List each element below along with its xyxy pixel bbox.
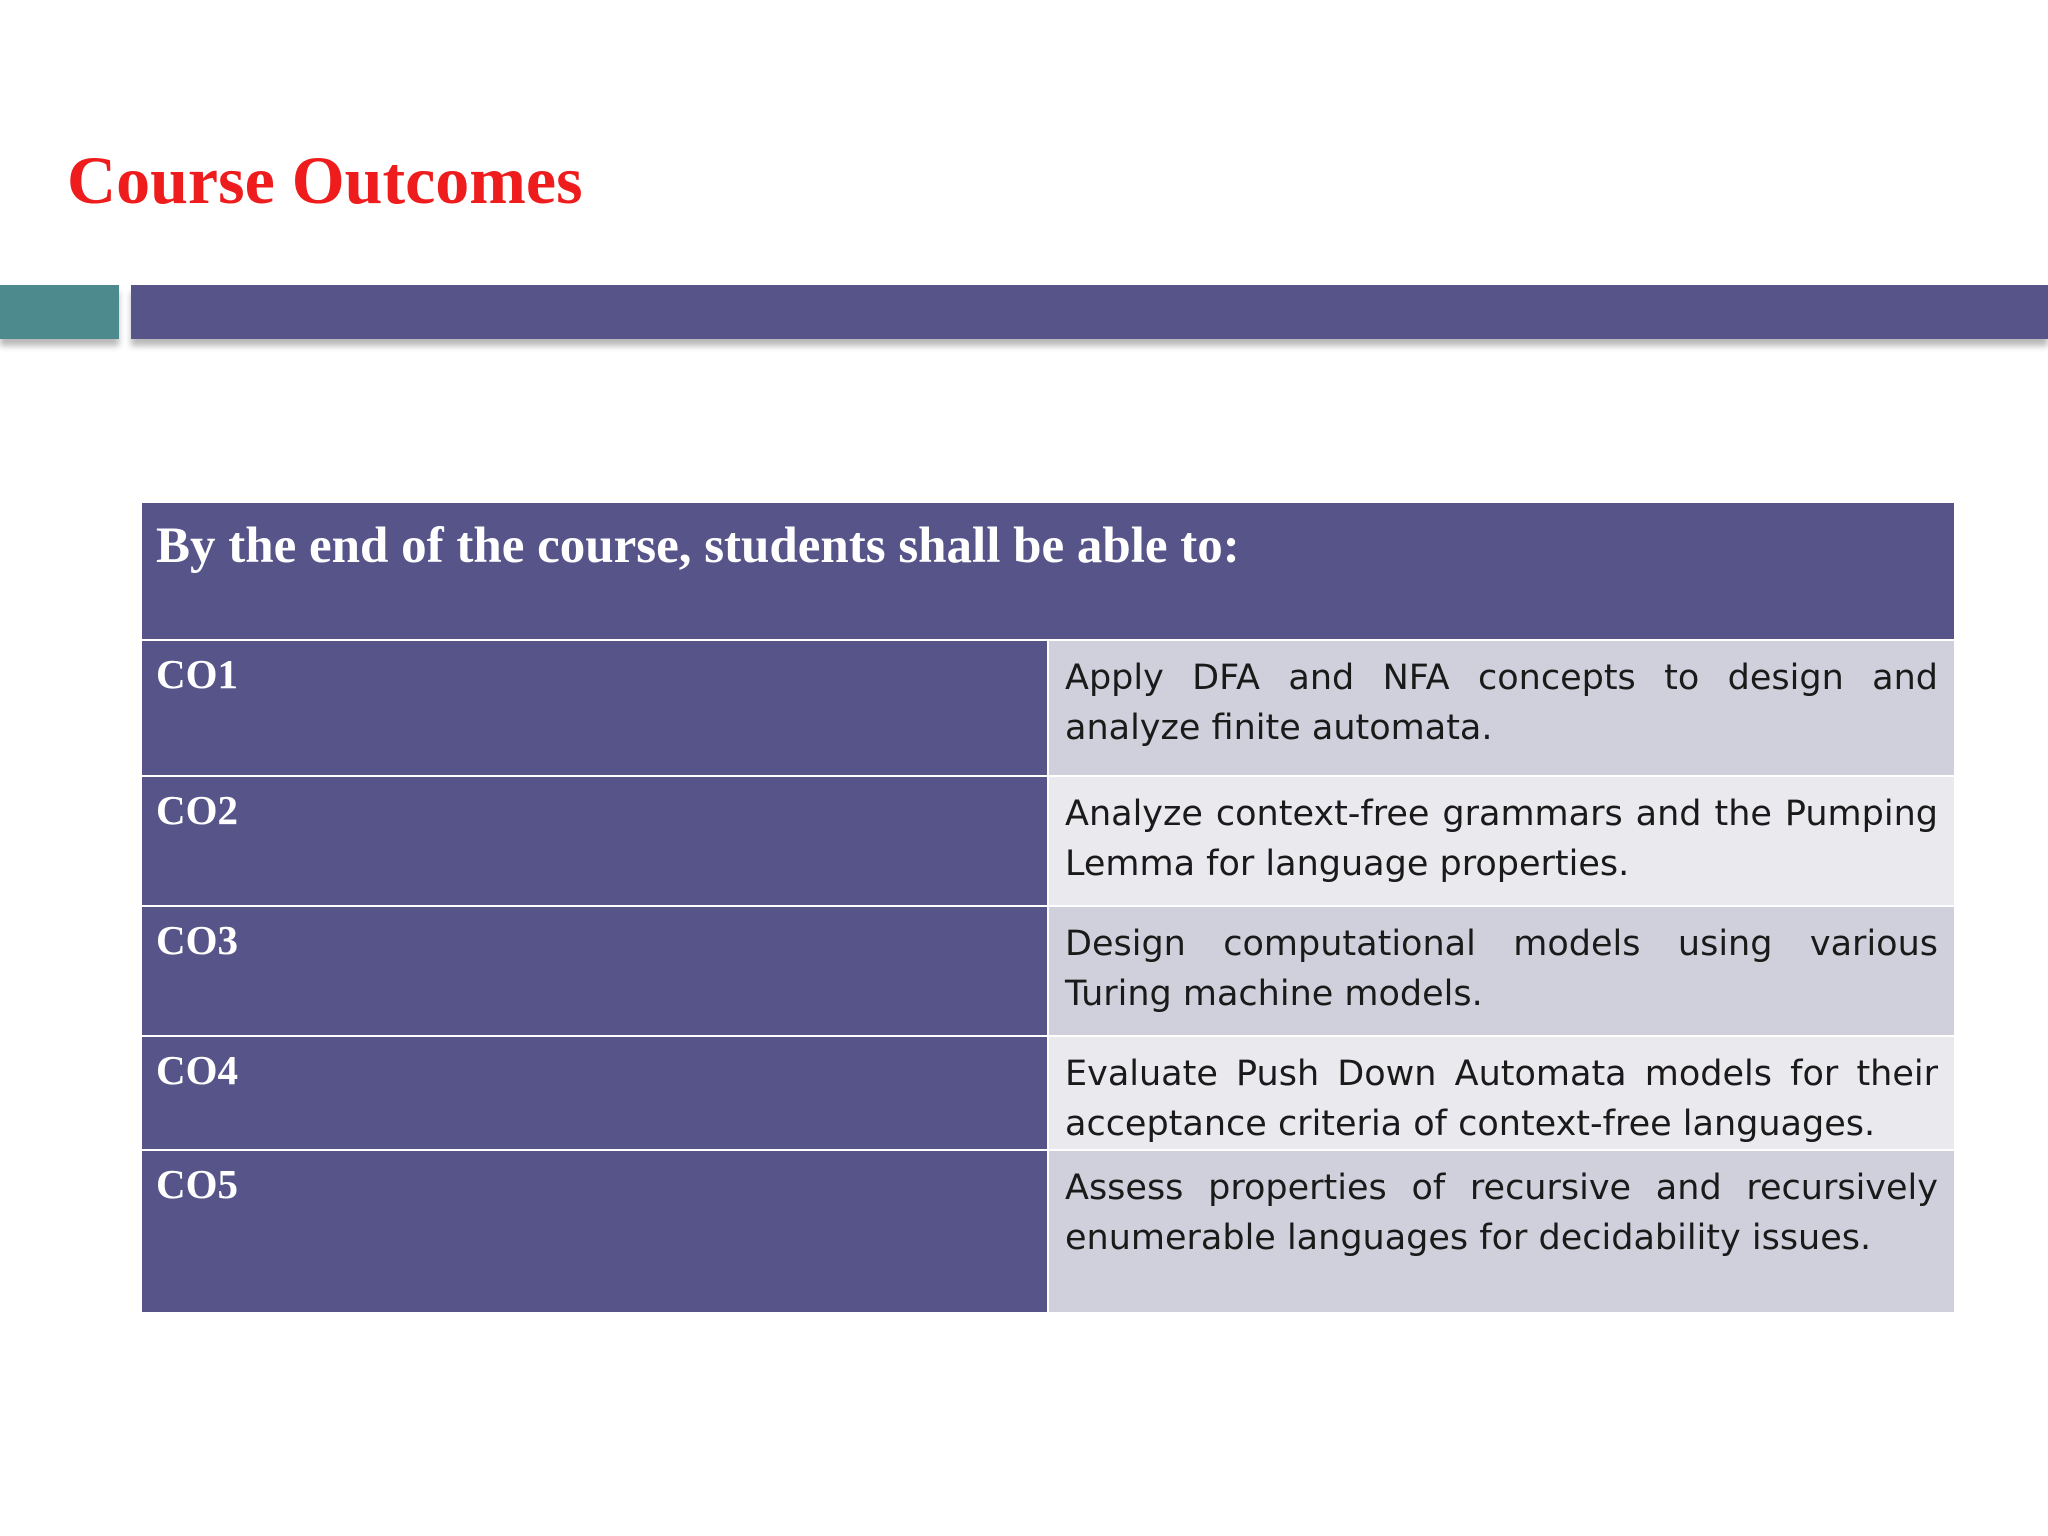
outcome-description: Apply DFA and NFA concepts to design and analyze finite automata.	[1048, 640, 1955, 776]
table-row	[141, 1150, 1955, 1313]
outcome-description: Design computational models using various Turing machine models.	[1048, 906, 1955, 1036]
outcome-code: CO5	[141, 1150, 1048, 1313]
outcome-description: Analyze context-free grammars and the Pumping Lemma for language properties.	[1048, 776, 1955, 906]
title-accent-bar	[131, 285, 2048, 339]
table-row	[141, 1036, 1955, 1150]
table-row	[141, 776, 1955, 906]
outcome-description: Assess properties of recursive and recursively enumerable languages for decidability issues.	[1048, 1150, 1955, 1313]
course-outcomes-table	[140, 501, 1956, 1314]
table-row	[141, 640, 1955, 776]
outcome-code: CO4	[141, 1036, 1048, 1150]
outcome-code: CO1	[141, 640, 1048, 776]
table-header-row	[141, 502, 1955, 640]
title-accent-teal-block	[0, 285, 119, 339]
table-row	[141, 906, 1955, 1036]
table-header: By the end of the course, students shall be able to:	[141, 502, 1955, 640]
outcome-code: CO2	[141, 776, 1048, 906]
slide-title: Course Outcomes	[67, 142, 583, 218]
outcome-code: CO3	[141, 906, 1048, 1036]
outcome-description: Evaluate Push Down Automata models for their acceptance criteria of context-free languages.	[1048, 1036, 1955, 1150]
